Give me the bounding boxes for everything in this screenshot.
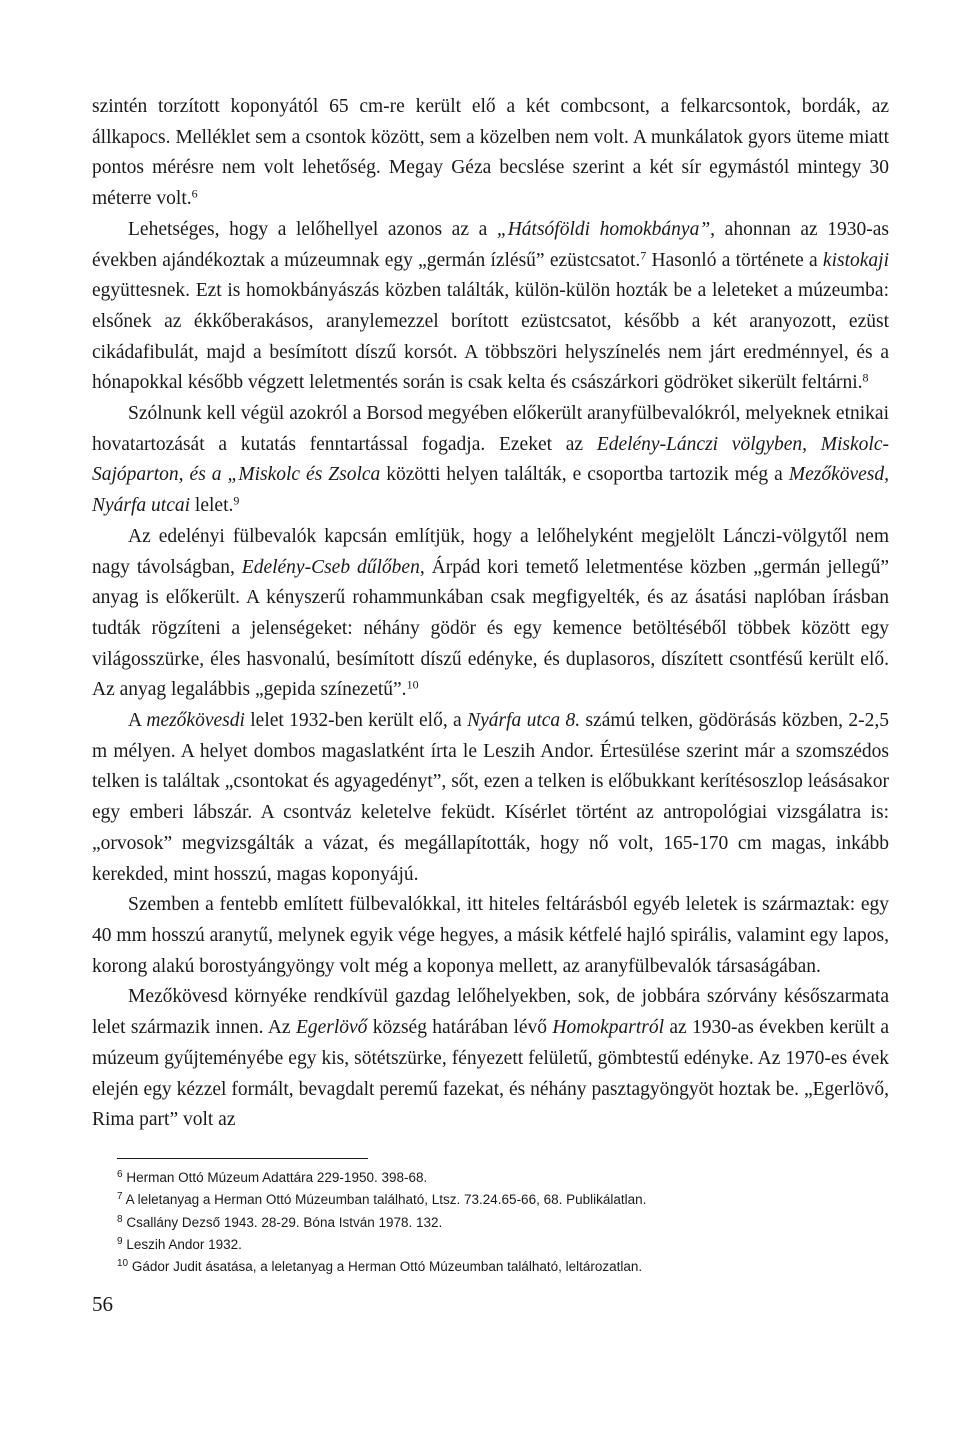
text-run: Mezőkövesd környéke rendkívül gazdag lelőhelyekben, sok, de jobbára szórvány későszarmata lelet származik innen. Az [92,986,889,1039]
text-run: Szólnunk kell végül azokról a Borsod megyében előkerült aranyfülbevalókról, melyeknek etnikai hovatartozását a kutatás fenntartással fogadja. Ezeket az [92,403,889,455]
paragraph [92,522,889,706]
footnote-text: A leletanyag a Herman Ottó Múzeumban található, Ltsz. 73.24.65-66, 68. Publikálatlan. [125,1192,647,1208]
text-run: az 1930-as években került a múzeum gyűjteményébe egy kis, sötétszürke, fényezett felületű, gömbtestű edényke. Az 1970-es évek elején egy kézzel formált, bevagdalt peremű fazekat, és néhány pasztagyöngyöt hoztak be. „Egerlövő, Rima part” volt az [92,1017,889,1131]
footnote [117,1256,897,1278]
footnote-ref: 9 [233,493,240,508]
footnote-text: Gádor Judit ásatása, a leletanyag a Herman Ottó Múzeumban található, leltározatlan. [131,1259,643,1275]
footnote-number: 8 [117,1213,123,1225]
text-run: lelet. [190,495,234,517]
italic-text: „Hátsóföldi homokbánya” [496,218,711,240]
text-run: , Árpád kori temető leletmentése közben „germán jellegű” anyag is előkerült. A kényszerű rohammunkában csak megfigyelték, és az ásatási naplóban írásban tudták rögzíteni a jelenségeket: néhány gödör és egy kemence betöltéséből többek között egy világosszürke, éles hasvonalú, besímított díszű edényke, és duplasoros, díszített csontfésű került elő. Az anyag legalábbis „gepida színezetű”. [92,556,889,701]
text-run: Hasonló a története a [646,249,823,271]
footnote [117,1167,897,1189]
footnote-number: 7 [117,1191,123,1203]
italic-text: Homokpartról [552,1017,664,1039]
paragraph [92,399,889,522]
footnote-number: 9 [117,1235,123,1247]
footnote-number: 10 [117,1258,129,1270]
footnote-text: Csallány Dezső 1943. 28-29. Bóna István 1978. 132. [126,1214,443,1230]
body-text [92,92,889,1136]
text-run: együttesnek. Ezt is homokbányászás közben találták, külön-külön hozták be a leleteket a múzeumba: elsőnek az ékkőberakásos, aranylemezzel borított ezüstcsatot, később a két aranyozott, ezüst cikádafibulát, majd a besímított díszű korsót. A többszöri helyszínelés nem járt eredménnyel, és a hónapokkal később végzett leletmentés során is csak kelta és császárkori gödröket sikerült feltárni. [92,280,889,394]
footnotes [117,1167,897,1278]
paragraph [92,890,889,982]
paragraph [92,982,889,1136]
text-run: lelet 1932-ben került elő, a [244,710,468,732]
text-run: , ahonnan az 1930-as években ajándékoztak a múzeumnak egy „germán ízlésű” ezüstcsatot. [92,218,889,271]
paragraph [92,706,889,890]
text-run: Lehetséges, hogy a lelőhellyel azonos az a [128,218,497,240]
footnote-text: Leszih Andor 1932. [126,1236,242,1252]
text-run: Az edelényi fülbevalók kapcsán említjük, hogy a lelőhelyként megjelölt Lánczi-völgytől nem nagy távolságban, [92,525,889,578]
paragraph [92,92,889,215]
text-run: közötti helyen találták, e csoportba tartozik még a [380,464,789,486]
footnote-ref: 6 [191,186,198,201]
footnote [117,1234,897,1256]
footnote-ref: 7 [640,247,647,262]
footnote-text: Herman Ottó Múzeum Adattára 229-1950. 398-68. [126,1170,428,1185]
footnote [117,1212,897,1234]
footnote [117,1189,897,1211]
footnote-number: 6 [117,1169,123,1180]
italic-text: Nyárfa utca 8. [467,710,581,732]
text-run: község határában lévő [367,1017,553,1039]
italic-text: kistokaji [822,249,889,271]
text-run: A [128,710,147,732]
italic-text: Egerlövő [295,1017,368,1039]
footnote-separator [117,1158,368,1159]
text-run: számú telken, gödörásás közben, 2-2,5 m mélyen. A helyet dombos magaslatként írta le Leszih Andor. Értesülése szerint már a szomszédos telken is találtak „csontokat és agyagedényt”, sőt, ezen a telken is előbukkant kerítésoszlop leásásakor egy emberi lábszár. A csontváz keletelve feküdt. Kísérlet történt az antropológiai vizsgálatra is: „orvosok” megvizsgálták a vázat, és megállapították, hogy nő volt, 165-170 cm magas, inkább kerekded, mint hosszú, magas koponyájú. [92,710,889,885]
italic-text: Edelény-Cseb dűlőben [241,556,420,578]
italic-text: Mezőkövesd, Nyárfa utcai [92,464,889,517]
footnote-ref: 10 [406,677,419,692]
italic-text: Edelény-Lánczi völgyben, Miskolc-Sajóparton, és a „Miskolc és Zsolca [92,433,889,486]
text-run: Szemben a fentebb említett fülbevalókkal, itt hiteles feltárásból egyéb leletek is származtak: egy 40 mm hosszú aranytű, melynek egyik vége hegyes, a másik kétfelé hajló spirális, valamint egy lapos, korong alakú borostyángyöngy volt még a koponya mellett, az aranyfülbevalók társaságában. [92,894,889,977]
paragraph [92,215,889,399]
text-run: szintén torzított koponyától 65 cm-re került elő a két combcsont, a felkarcsontok, bordák, az állkapocs. Melléklet sem a csontok között, sem a közelben nem volt. A munkálatok gyors üteme miatt pontos mérésre nem volt lehetőség. Megay Géza becslése szerint a két sír egymástól mintegy 30 méterre volt. [92,96,889,210]
italic-text: mezőkövesdi [146,710,245,732]
page-number: 56 [92,1292,113,1316]
footnote-ref: 8 [862,370,869,385]
